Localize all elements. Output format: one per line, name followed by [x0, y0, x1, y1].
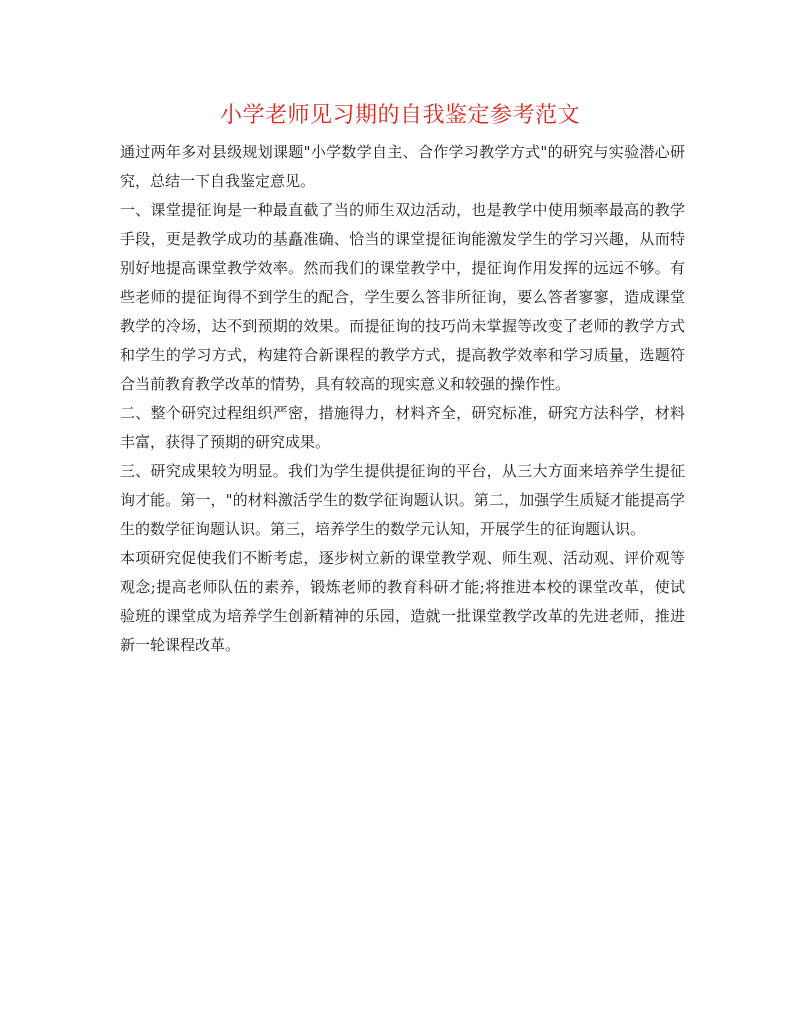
- paragraph-conclusion: 本项研究促使我们不断考虑，逐步树立新的课堂教学观、师生观、活动观、评价观等观念;提高老师队伍的素养，锻炼老师的教育科研才能;将推进本校的课堂改革，使试验班的课堂成为培养学生创新精神的乐园，造就一批课堂教学改革的先进老师，推进新一轮课程改革。: [120, 549, 685, 654]
- document-body: [120, 138, 685, 660]
- document-title: 小学老师见习期的自我鉴定参考范文: [219, 103, 580, 128]
- paragraph-section-two: 二、整个研究过程组织严密，措施得力，材料齐全，研究标准，研究方法科学，材料丰富，获得了预期的研究成果。: [120, 404, 685, 451]
- paragraph-section-one: 一、课堂提征询是一种最直截了当的师生双边活动，也是教学中使用频率最高的教学手段，更是教学成功的基矗准确、恰当的课堂提征询能激发学生的学习兴趣，从而特别好地提高课堂教学效率。然而我们的课堂教学中，提征询作用发挥的远远不够。有些老师的提征询得不到学生的配合，学生要么答非所征询，要么答者寥寥，造成课堂教学的冷场，达不到预期的效果。而提征询的技巧尚未掌握等改变了老师的教学方式和学生的学习方式，构建符合新课程的教学方式，提高教学效率和学习质量，选题符合当前教育教学改革的情势，具有较高的现实意义和较强的操作性。: [120, 201, 685, 393]
- paragraph-intro: 通过两年多对县级规划课题"小学数学自主、合作学习教学方式"的研究与实验潜心研究，总结一下自我鉴定意见。: [120, 143, 685, 190]
- paragraph-section-three: 三、研究成果较为明显。我们为学生提供提征询的平台，从三大方面来培养学生提征询才能。第一，"的材料激活学生的数学征询题认识。第二，加强学生质疑才能提高学生的数学征询题认识。第三，培养学生的数学元认知，开展学生的征询题认识。: [120, 462, 685, 538]
